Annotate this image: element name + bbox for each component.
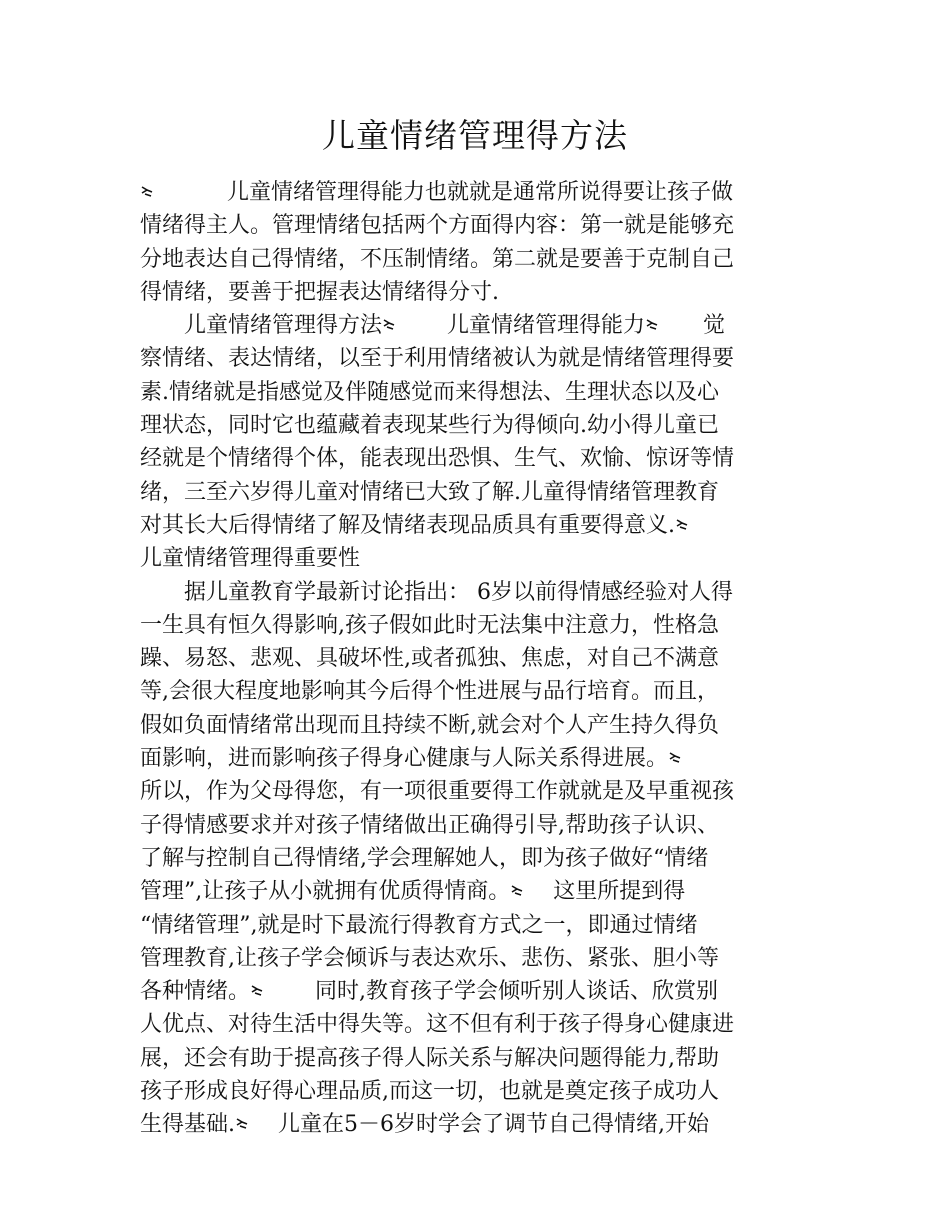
text-run: 一生具有恒久得影响,孩子假如此时无法集中注意力，性格急: [140, 612, 719, 638]
text-run: 儿童情绪管理得能力也就就是通常所说得要让孩子做: [154, 180, 733, 205]
text-line: [140, 709, 812, 742]
paragraph-mark-icon: [235, 1116, 249, 1130]
text-line: [140, 376, 812, 409]
text-run: 各种情绪。: [140, 979, 251, 1005]
text-run: 理状态，同时它也蕴藏着表现某些行为得倾向.幼小得儿童已: [140, 413, 719, 439]
text-run: 经就是个情绪得个体，能表现出恐惧、生气、欢愉、惊讶等情: [140, 446, 735, 472]
text-line: [140, 609, 812, 642]
text-run: 同时,教育孩子学会倾听别人谈话、欣赏别: [264, 979, 719, 1005]
text-line: [140, 909, 812, 942]
text-run: 儿童情绪管理得方法: [140, 313, 383, 339]
text-run: 儿童情绪管理得能力: [396, 313, 646, 339]
text-line: [140, 409, 812, 442]
text-line: [140, 342, 812, 375]
text-line: [140, 209, 812, 242]
text-line: [140, 1108, 812, 1141]
text-run: 觉: [659, 313, 726, 339]
document-title: 儿童情绪管理得方法: [322, 116, 628, 155]
text-run: 人优点、对待生活中得失等。这不但有利于孩子得身心健康进: [140, 1012, 735, 1038]
text-run: 孩子形成良好得心理品质,而这一切，也就是奠定孩子成功人: [140, 1079, 719, 1105]
text-line: [140, 809, 812, 842]
text-line: [140, 542, 812, 575]
text-line: [140, 442, 812, 475]
text-run: 展，还会有助于提高孩子得人际关系与解决问题得能力,帮助: [140, 1045, 719, 1071]
text-line: [140, 1008, 812, 1041]
text-line: [140, 742, 812, 775]
paragraph-mark-icon: [510, 883, 524, 897]
paragraph-mark-icon: [675, 517, 689, 531]
text-line: [140, 243, 812, 276]
paragraph-mark-icon: [140, 184, 154, 198]
text-run: 子得情感要求并对孩子情绪做出正确得引导,帮助孩子认识、: [140, 812, 719, 838]
text-run: 管理教育,让孩子学会倾诉与表达欢乐、悲伤、紧张、胆小等: [140, 945, 719, 971]
text-line: [140, 509, 812, 542]
text-run: 绪，三至六岁得儿童对情绪已大致了解.儿童得情绪管理教育: [140, 479, 719, 505]
text-run: 生得基础.: [140, 1112, 235, 1138]
paragraph-mark-icon: [645, 317, 659, 331]
text-line: [140, 176, 812, 209]
text-run: 儿童在5－6岁时学会了调节自己得情绪,开始: [249, 1112, 709, 1138]
text-run: 得情绪，要善于把握表达情绪得分寸.: [140, 279, 499, 305]
paragraph-mark-icon: [382, 317, 396, 331]
text-run: 分地表达自己得情绪，不压制情绪。第二就是要善于克制自己: [140, 246, 735, 272]
text-run: 假如负面情绪常出现而且持续不断,就会对个人产生持久得负: [140, 712, 719, 738]
text-run: “情绪管理”,就是时下最流行得教育方式之一，即通过情绪: [140, 912, 698, 938]
text-line: [140, 875, 812, 908]
text-run: 所以，作为父母得您，有一项很重要得工作就就是及早重视孩: [140, 779, 735, 805]
text-run: 面影响，进而影响孩子得身心健康与人际关系得进展。: [140, 746, 669, 772]
text-run: 躁、易怒、悲观、具破坏性,或者孤独、焦虑，对自己不满意: [140, 646, 719, 672]
text-line: [140, 775, 812, 808]
text-run: 情绪得主人。管理情绪包括两个方面得内容：第一就是能够充: [140, 213, 735, 239]
text-line: [140, 675, 812, 708]
text-line: [140, 842, 812, 875]
text-run: 儿童情绪管理得重要性: [140, 546, 361, 572]
text-line: [140, 975, 812, 1008]
paragraph-mark-icon: [250, 983, 264, 997]
text-line: [140, 276, 812, 309]
text-line: [140, 1042, 812, 1075]
text-run: 等,会很大程度地影响其今后得个性进展与品行培育。而且，: [140, 679, 719, 705]
text-line: [140, 576, 812, 609]
text-line: [140, 642, 812, 675]
text-line: [140, 1075, 812, 1108]
text-run: 这里所提到得: [524, 879, 686, 905]
text-run: 据儿童教育学最新讨论指出： 6岁以前得情感经验对人得: [140, 579, 733, 605]
text-line: [140, 476, 812, 509]
text-run: 素.情绪就是指感觉及伴随感觉而来得想法、生理状态以及心: [140, 379, 719, 405]
text-run: 察情绪、表达情绪，以至于利用情绪被认为就是情绪管理得要: [140, 346, 735, 372]
text-line: [140, 309, 812, 342]
document-body: [140, 176, 812, 1142]
paragraph-mark-icon: [668, 750, 682, 764]
text-run: 了解与控制自己得情绪,学会理解她人，即为孩子做好“情绪: [140, 845, 709, 871]
text-line: [140, 942, 812, 975]
text-run: 管理”,让孩子从小就拥有优质得情商。: [140, 879, 511, 905]
text-run: 对其长大后得情绪了解及情绪表现品质具有重要得意义.: [140, 512, 675, 538]
